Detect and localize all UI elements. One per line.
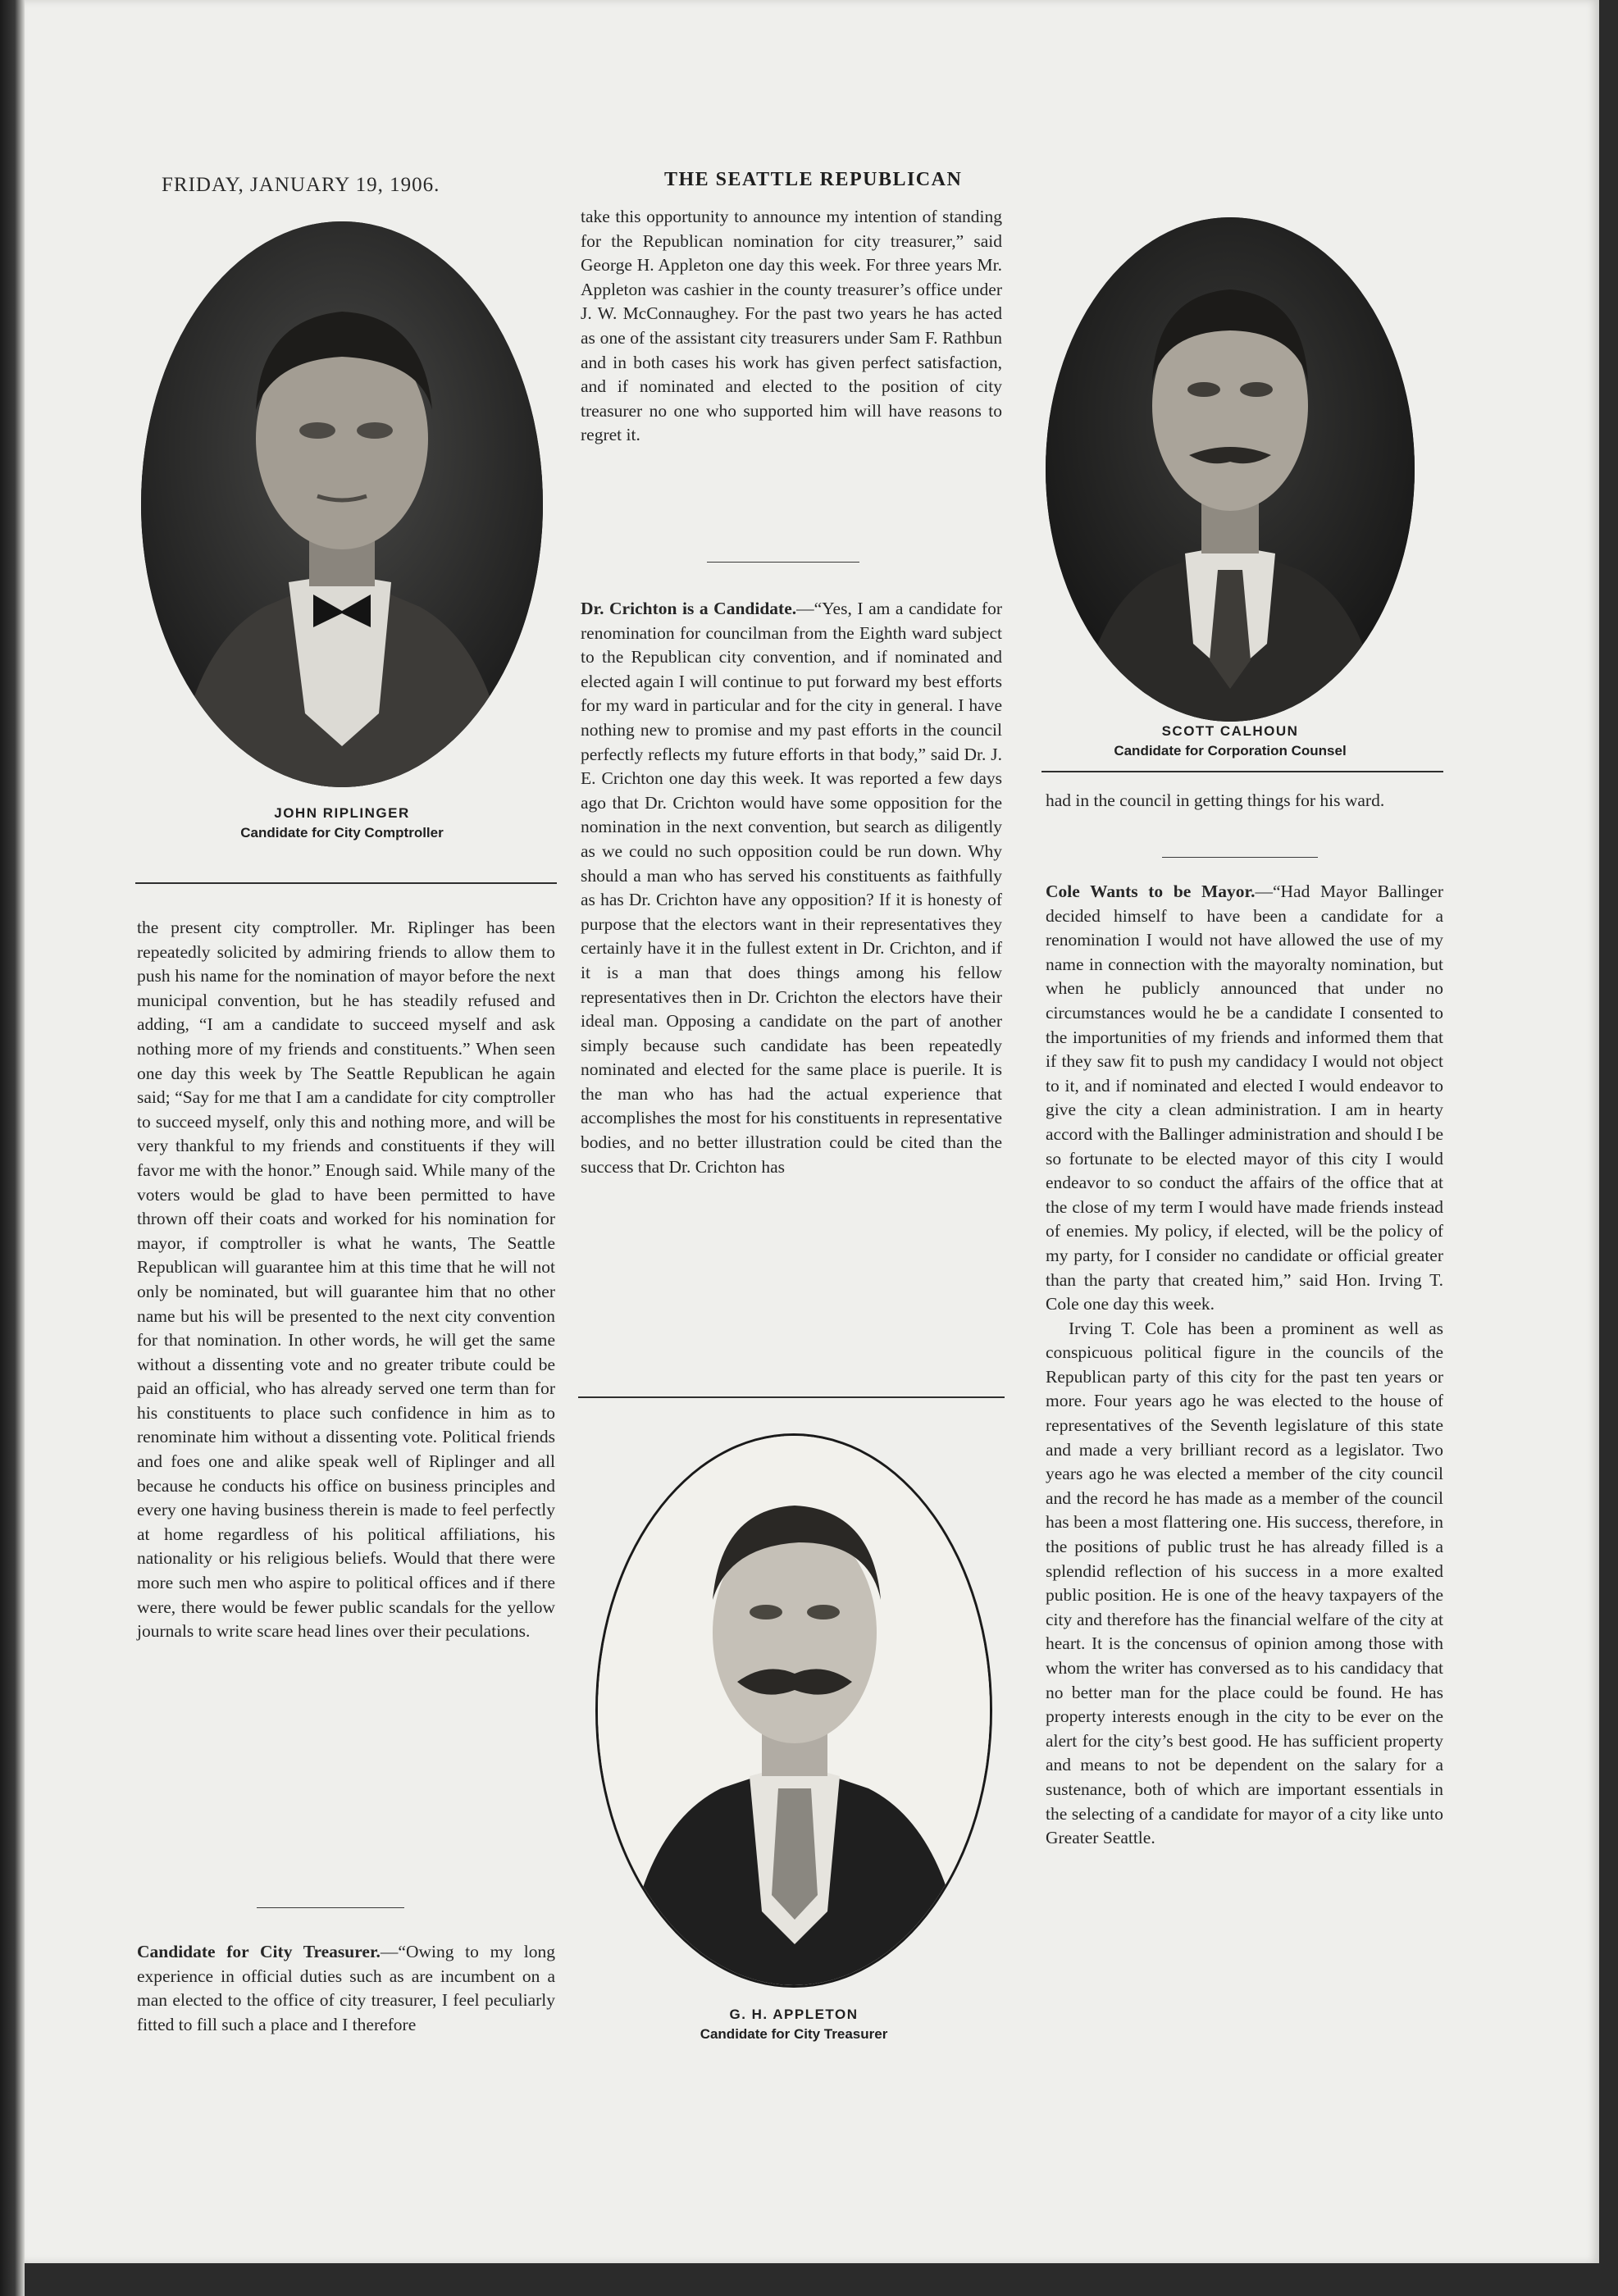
newspaper-page bbox=[25, 0, 1599, 2263]
article-crichton: —“Yes, I am a candidate for renomination for councilman from the Eighth ward subject to the Republican city convention, and if nominated and elected again I will continue to put forward my best efforts for my ward in particular and for the city in general. I have nothing new to promise and my past efforts in the council perfectly reflects my future efforts in that body,” said Dr. J. E. Crichton one day this week. It was reported a few days ago that Dr. Crichton would have some opposition for the nomination in the next convention, but search as diligently as we could no such opposition could be run down. Why should a man who has served his constituents as faithfully as has Dr. Crichton have any opposition? If it is honesty of purpose that the electors want in their representatives they certainly have it in the fullest extent in Dr. Crichton, and if it is a man that does things among his fellow representatives then in Dr. Crichton the electors have their ideal man. Opposing a candidate on the part of another simply because such candidate has been repeatedly nominated and elected for the same place is puerile. It is the man who has had the actual experience that accomplishes the most for his constituents in representative bodies, and no better illustration could be cited than the success that Dr. Crichton has bbox=[581, 599, 1003, 1177]
article-treasurer: —“Owing to my long experience in official duties such as are incumbent on a man elected to the office of city treasurer, I feel peculiarly fitted to fill such a place and I therefore bbox=[137, 1942, 555, 2034]
article-treasurer-continued: take this opportunity to announce my intention of standing for the Republican nomination for city treasurer,” said George H. Appleton one day this week. For three years Mr. Appleton was cashier in the county treasurer’s office under J. W. McConnaughey. For the past two years he has acted as one of the assistant city treasurers under Sam F. Rathbun and in both cases his work has given perfect satisfaction, and if nominated and elected to the position of city treasurer no one who supported him will have reasons to regret it. bbox=[581, 207, 1002, 445]
issue-date: FRIDAY, JANUARY 19, 1906. bbox=[162, 174, 440, 196]
caption-riplinger bbox=[141, 804, 543, 843]
caption-role: Candidate for City Treasurer bbox=[700, 2026, 888, 2042]
article-riplinger: the present city comptroller. Mr. Riplinger has been repeatedly solicited by admiring friends to allow them to push his name for the nomination of mayor before the next municipal convention, but he has steadily refused and adding, “I am a candidate to succeed myself and ask nothing more of my friends and constituents.” When seen one day this week by The Seattle Republican he again said; “Say for me that I am a candidate for city comptroller to succeed myself, only this and nothing more, and will be very thankful to my friends and constituents if they will favor me with the honor.” Enough said. While many of the voters would be glad to have been permitted to have thrown off their coats and worked for his nomination for mayor, if comptroller is what he wants, The Seattle Republican will guarantee him at this time that he will not only be nominated, but will guarantee him that no other name but his will be presented to the next city convention for that nomination. In other words, he will get the same without a dissenting vote and no greater tribute could be paid an official, who has already served one term than for his constituents to place such confidence in him as to renominate him without a dissenting vote. Political friends and foes one and alike speak well of Riplinger and all because he conducts his office on business principles and every one having business therein is made to feel perfectly at home regardless of his political affiliations, his nationality or his religious beliefs. Would that there were more such men who aspire to political offices and if there were, there would be fewer public scandals for the yellow journals to write scare head lines over their peculations. bbox=[137, 918, 555, 1642]
section-divider bbox=[707, 562, 859, 563]
section-divider bbox=[1162, 857, 1318, 858]
article-cole-bio: Irving T. Cole has been a prominent as well as conspicuous political figure in the councils of the Republican party of this city for the past ten years or more. Four years ago he was elected to the house of representatives of the Seventh legislature of this state and made a very brilliant record as a legislator. Two years ago he was elected a member of the city council and the record he has made as a member of the council has been a most flattering one. His success, therefore, in the positions of public trust he has already filled is a splendid reflection of his success in a more exalted public position. He is one of the heavy taxpayers of the city and therefore has the financial welfare of the city at heart. It is the concensus of opinion among those with whom the writer has conversed as to his candidacy that no better man for the place could be found. He has property interests enough in the city to be ever on the alert for the city’s best good. He has sufficient property and means to not be dependent on the salary for a sustenance, both of which are important essentials in the selecting of a candidate for mayor of a city like unto Greater Seattle. bbox=[1046, 1318, 1443, 1848]
column-rule bbox=[578, 1396, 1005, 1398]
column-2-text bbox=[581, 205, 1002, 448]
headline-cole: Cole Wants to be Mayor. bbox=[1046, 882, 1256, 901]
article-cole: —“Had Mayor Ballinger decided himself to have been a candidate for a renomination I would not have allowed the use of my name in connection with the mayoralty nomination, but when he publicly announced that under no circumstances would he be a candidate I consented to the importunities of my friends and informed them that if they saw fit to push my candidacy I would not object to it, and if nominated and elected I would endeavor to give the city a clean administration. I am in hearty accord with the Ballinger administration and should I be so fortunate to be elected mayor of this city I would endeavor to so conduct the affairs of the office that at the close of my term I would have made friends instead of enemies. My policy, if elected, will be the policy of my party, for I consider no candidate or official greater than the party that created him,” said Hon. Irving T. Cole one day this week. bbox=[1046, 882, 1443, 1314]
caption-appleton bbox=[595, 2005, 992, 2044]
binding-edge bbox=[0, 0, 25, 2296]
portrait-calhoun bbox=[1046, 217, 1415, 722]
masthead: THE SEATTLE REPUBLICAN bbox=[664, 169, 963, 190]
section-divider bbox=[257, 1907, 404, 1908]
column-3-cole bbox=[1046, 880, 1443, 1851]
caption-calhoun bbox=[1046, 722, 1415, 761]
column-1-treasurer bbox=[137, 1940, 555, 2037]
caption-name: JOHN RIPLINGER bbox=[274, 805, 410, 821]
column-1-text bbox=[137, 916, 555, 1644]
headline-treasurer: Candidate for City Treasurer. bbox=[137, 1942, 381, 1961]
caption-role: Candidate for Corporation Counsel bbox=[1114, 743, 1347, 758]
headline-crichton: Dr. Crichton is a Candidate. bbox=[581, 599, 797, 618]
portrait-riplinger bbox=[141, 221, 543, 787]
column-3-text bbox=[1046, 789, 1443, 813]
article-crichton-continued: had in the council in getting things for his ward. bbox=[1046, 790, 1385, 810]
column-rule bbox=[135, 882, 557, 884]
column-rule bbox=[1041, 771, 1443, 772]
caption-name: G. H. APPLETON bbox=[729, 2007, 859, 2022]
column-2-crichton bbox=[581, 597, 1002, 1179]
caption-name: SCOTT CALHOUN bbox=[1161, 723, 1299, 739]
portrait-appleton bbox=[595, 1433, 992, 1988]
caption-role: Candidate for City Comptroller bbox=[240, 825, 444, 840]
